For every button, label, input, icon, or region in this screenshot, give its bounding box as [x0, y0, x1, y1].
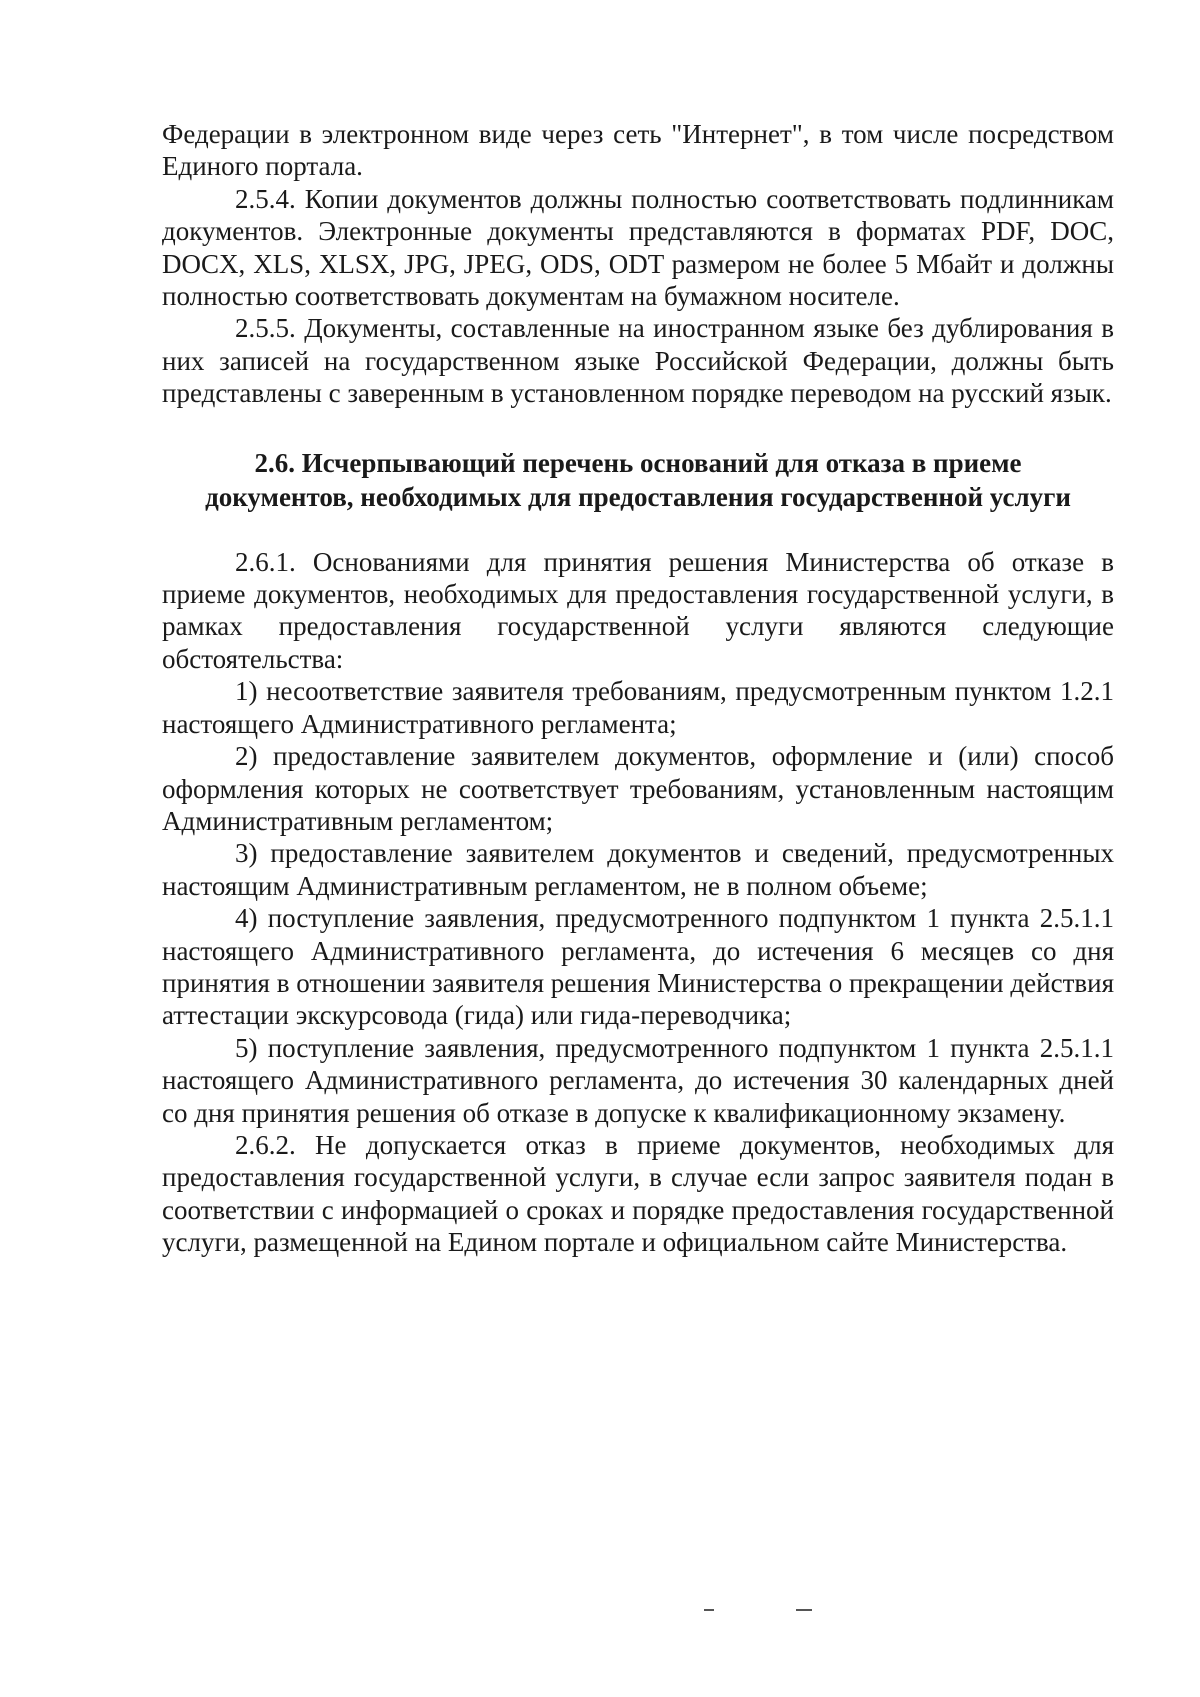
list-item-5: 5) поступление заявления, предусмотренного подпунктом 1 пункта 2.5.1.1 настоящего Административного регламента, до истечения 30 календарных дней со дня принятия решения об отказе в допуске к квалификационному экзамену. [162, 1032, 1114, 1128]
document-page [162, 118, 1114, 1259]
scan-artifact-mark [704, 1609, 714, 1611]
list-item-4: 4) поступление заявления, предусмотренного подпунктом 1 пункта 2.5.1.1 настоящего Административного регламента, до истечения 6 месяцев со дня принятия в отношении заявителя решения Министерства о прекращении действия аттестации экскурсовода (гида) или гида-переводчика; [162, 903, 1114, 1031]
paragraph-2-5-5: 2.5.5. Документы, составленные на иностранном языке без дублирования в них записей на государственном языке Российской Федерации, должны быть представлены с заверенным в установленном порядке переводом на русский язык. [162, 313, 1114, 409]
list-item-2: 2) предоставление заявителем документов, оформление и (или) способ оформления которых не соответствует требованиям, установленным настоящим Административным регламентом; [162, 741, 1114, 836]
paragraph-2-5-4: 2.5.4. Копии документов должны полностью соответствовать подлинникам документов. Электронные документы представляются в форматах PDF, DOC, DOCX, XLS, XLSX, JPG, JPEG, ODS, ODT размером не более 5 Мбайт и должны полностью соответствовать документам на бумажном носителе. [162, 183, 1114, 312]
section-heading-2-6 [162, 446, 1114, 514]
scan-artifact-mark [796, 1609, 812, 1611]
section-heading-line-1: 2.6. Исчерпывающий перечень оснований для отказа в приеме [254, 447, 1022, 478]
list-item-3: 3) предоставление заявителем документов и сведений, предусмотренных настоящим Административным регламентом, не в полном объеме; [162, 838, 1114, 901]
section-heading-line-2: документов, необходимых для предоставления государственной услуги [205, 481, 1071, 512]
paragraph-2-6-1: 2.6.1. Основаниями для принятия решения Министерства об отказе в приеме документов, необходимых для предоставления государственной услуги, в рамках предоставления государственной услуги являются следующие обстоятельства: [162, 546, 1114, 674]
paragraph-continuation: Федерации в электронном виде через сеть "Интернет", в том числе посредством Единого портала. [162, 119, 1114, 182]
paragraph-2-6-2: 2.6.2. Не допускается отказ в приеме документов, необходимых для предоставления государственной услуги, в случае если запрос заявителя подан в соответствии с информацией о сроках и порядке предоставления государственной услуги, размещенной на Едином портале и официальном сайте Министерства. [162, 1129, 1114, 1258]
list-item-1: 1) несоответствие заявителя требованиям, предусмотренным пунктом 1.2.1 настоящего Административного регламента; [162, 676, 1114, 739]
